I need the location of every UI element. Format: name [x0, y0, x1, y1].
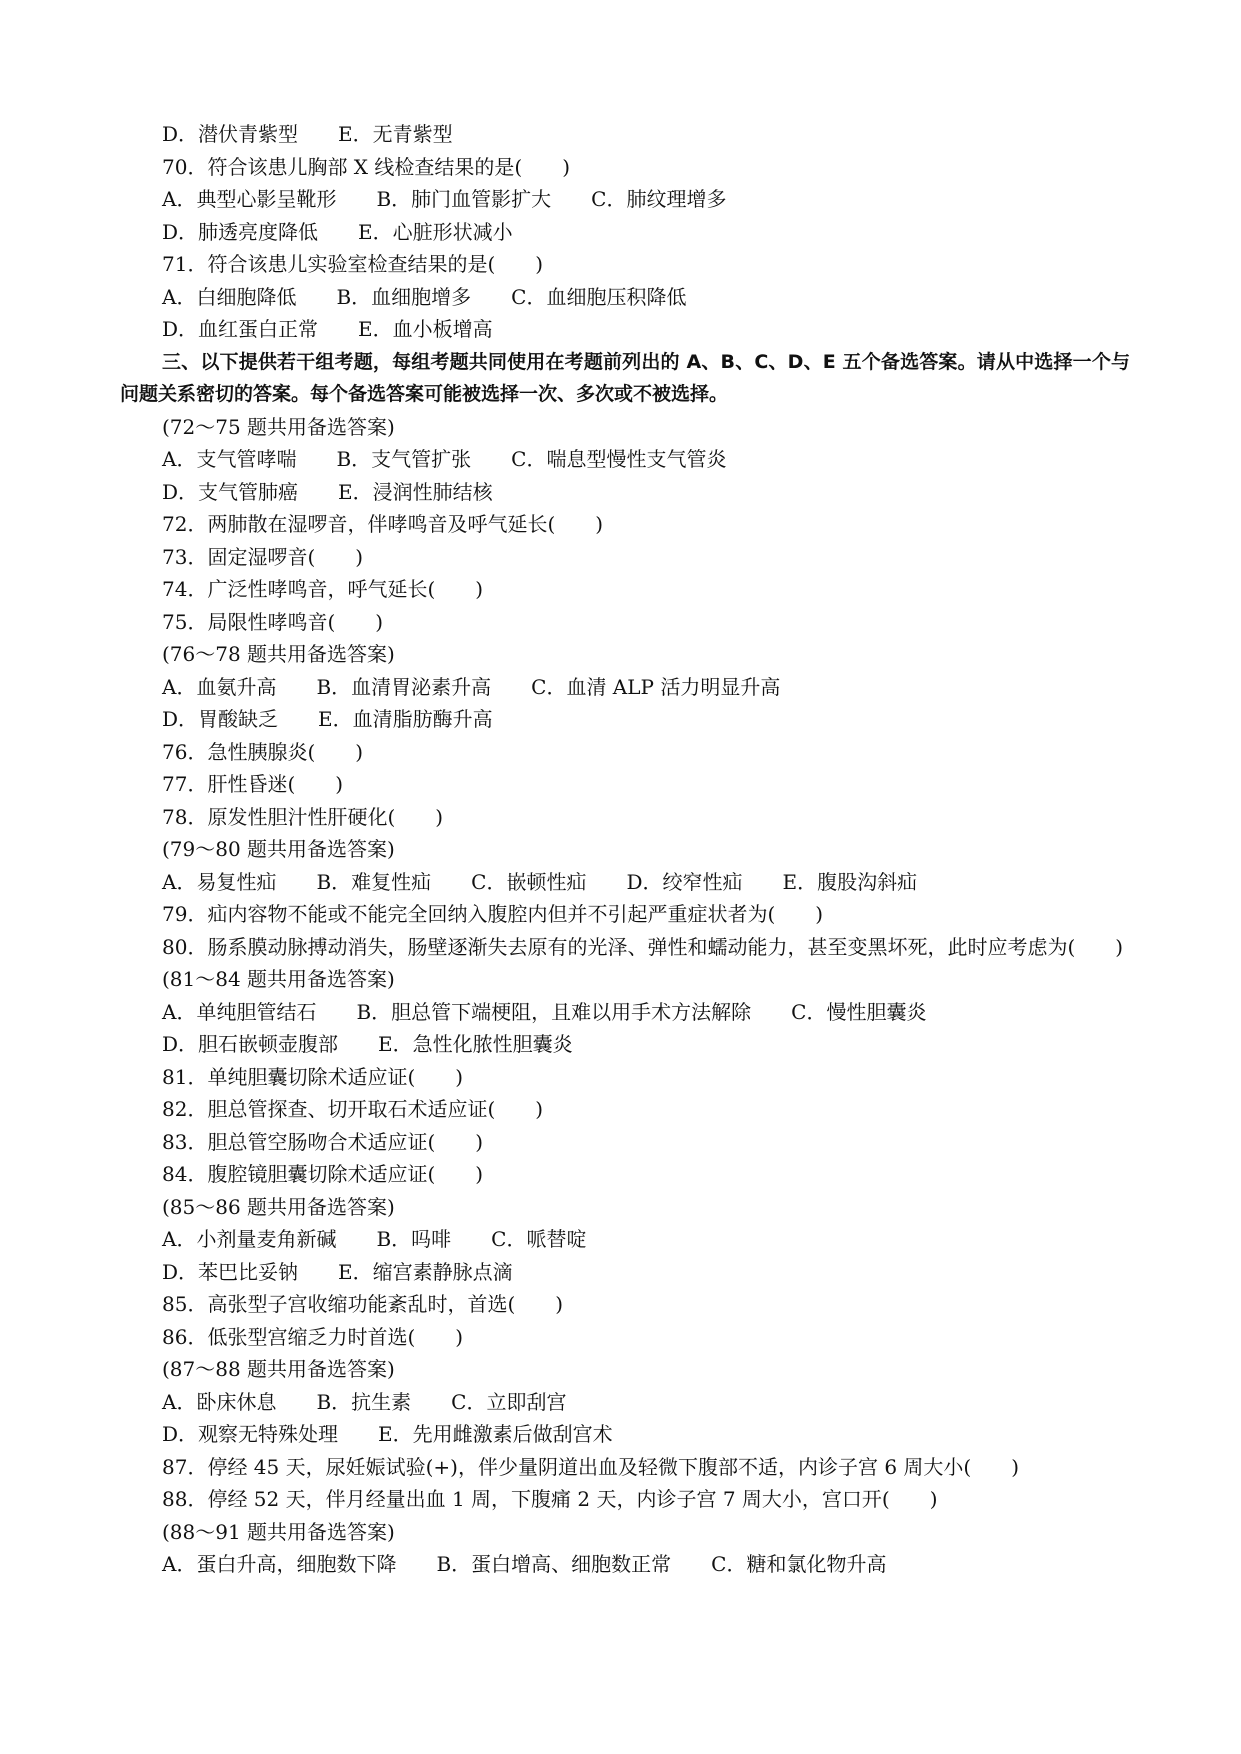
option-line: D．胆石嵌顿壶腹部 E．急性化脓性胆囊炎 — [162, 1032, 573, 1056]
option-line: D．潜伏青紫型 E．无青紫型 — [162, 122, 453, 146]
option-line: A．单纯胆管结石 B．胆总管下端梗阻，且难以用手术方法解除 C．慢性胆囊炎 — [162, 999, 927, 1024]
option-line: D．观察无特殊处理 E．先用雌激素后做刮宫术 — [162, 1422, 613, 1446]
question-83: 83．胆总管空肠吻合术适应证( ) — [162, 1129, 484, 1154]
option-line: D．血红蛋白正常 E．血小板增高 — [162, 317, 493, 341]
question-77: 77．肝性昏迷( ) — [162, 772, 344, 796]
question-88: 88．停经 52 天，伴月经量出血 1 周，下腹痛 2 天，内诊子宫 7 周大小，宫口开( ) — [162, 1487, 938, 1511]
question-79: 79．疝内容物不能或不能完全回纳入腹腔内但并不引起严重症状者为( ) — [162, 902, 824, 926]
option-line: D．支气管肺癌 E．浸润性肺结核 — [162, 479, 493, 504]
option-line: A．支气管哮喘 B．支气管扩张 C．喘息型慢性支气管炎 — [162, 447, 727, 471]
question-84: 84．腹腔镜胆囊切除术适应证( ) — [162, 1162, 484, 1186]
option-line: D．肺透亮度降低 E．心脏形状减小 — [162, 219, 513, 244]
question-74: 74．广泛性哮鸣音，呼气延长( ) — [162, 577, 484, 601]
question-72: 72．两肺散在湿啰音，伴哮鸣音及呼气延长( ) — [162, 512, 604, 536]
group-header: (76～78 题共用备选答案) — [162, 642, 395, 666]
question-80: 80．肠系膜动脉搏动消失，肠壁逐渐失去原有的光泽、弹性和蠕动能力，甚至变黑坏死，此时应考虑为( ) — [162, 934, 1124, 959]
question-87: 87．停经 45 天，尿妊娠试验(+)，伴少量阴道出血及轻微下腹部不适，内诊子宫 6 周大小( ) — [162, 1454, 1020, 1479]
question-76: 76．急性胰腺炎( ) — [162, 739, 364, 764]
group-header: (81～84 题共用备选答案) — [162, 967, 395, 991]
group-header: (79～80 题共用备选答案) — [162, 837, 395, 861]
group-header: (87～88 题共用备选答案) — [162, 1357, 395, 1381]
question-75: 75．局限性哮鸣音( ) — [162, 609, 384, 634]
option-line: A．血氨升高 B．血清胃泌素升高 C．血清 ALP 活力明显升高 — [162, 674, 781, 699]
option-line: D．苯巴比妥钠 E．缩宫素静脉点滴 — [162, 1259, 513, 1284]
question-71: 71．符合该患儿实验室检查结果的是( ) — [162, 252, 544, 276]
question-78: 78．原发性胆汁性肝硬化( ) — [162, 804, 444, 829]
option-line: A．典型心影呈靴形 B．肺门血管影扩大 C．肺纹理增多 — [162, 187, 727, 211]
option-line: D．胃酸缺乏 E．血清脂肪酶升高 — [162, 707, 493, 731]
group-header: (72～75 题共用备选答案) — [162, 414, 395, 439]
question-73: 73．固定湿啰音( ) — [162, 544, 364, 569]
option-line: A．蛋白升高，细胞数下降 B．蛋白增高、细胞数正常 C．糖和氯化物升高 — [162, 1552, 887, 1576]
question-70: 70．符合该患儿胸部 X 线检查结果的是( ) — [162, 154, 571, 179]
option-line: A．小剂量麦角新碱 B．吗啡 C．哌替啶 — [162, 1227, 587, 1251]
document-body — [120, 118, 1130, 1581]
option-line: A．白细胞降低 B．血细胞增多 C．血细胞压积降低 — [162, 284, 687, 309]
section-three-instructions: 三、以下提供若干组考题，每组考题共同使用在考题前列出的 A、B、C、D、E 五个备选答案。请从中选择一个与问题关系密切的答案。每个备选答案可能被选择一次、多次或不被选择。 — [120, 350, 1130, 405]
question-82: 82．胆总管探查、切开取石术适应证( ) — [162, 1097, 544, 1121]
question-85: 85．高张型子宫收缩功能紊乱时，首选( ) — [162, 1292, 564, 1316]
question-86: 86．低张型宫缩乏力时首选( ) — [162, 1324, 464, 1349]
group-header: (85～86 题共用备选答案) — [162, 1194, 395, 1219]
option-line: A．卧床休息 B．抗生素 C．立即刮宫 — [162, 1389, 567, 1414]
group-header: (88～91 题共用备选答案) — [162, 1519, 395, 1544]
option-line: A．易复性疝 B．难复性疝 C．嵌顿性疝 D．绞窄性疝 E．腹股沟斜疝 — [162, 869, 918, 894]
question-81: 81．单纯胆囊切除术适应证( ) — [162, 1064, 464, 1089]
